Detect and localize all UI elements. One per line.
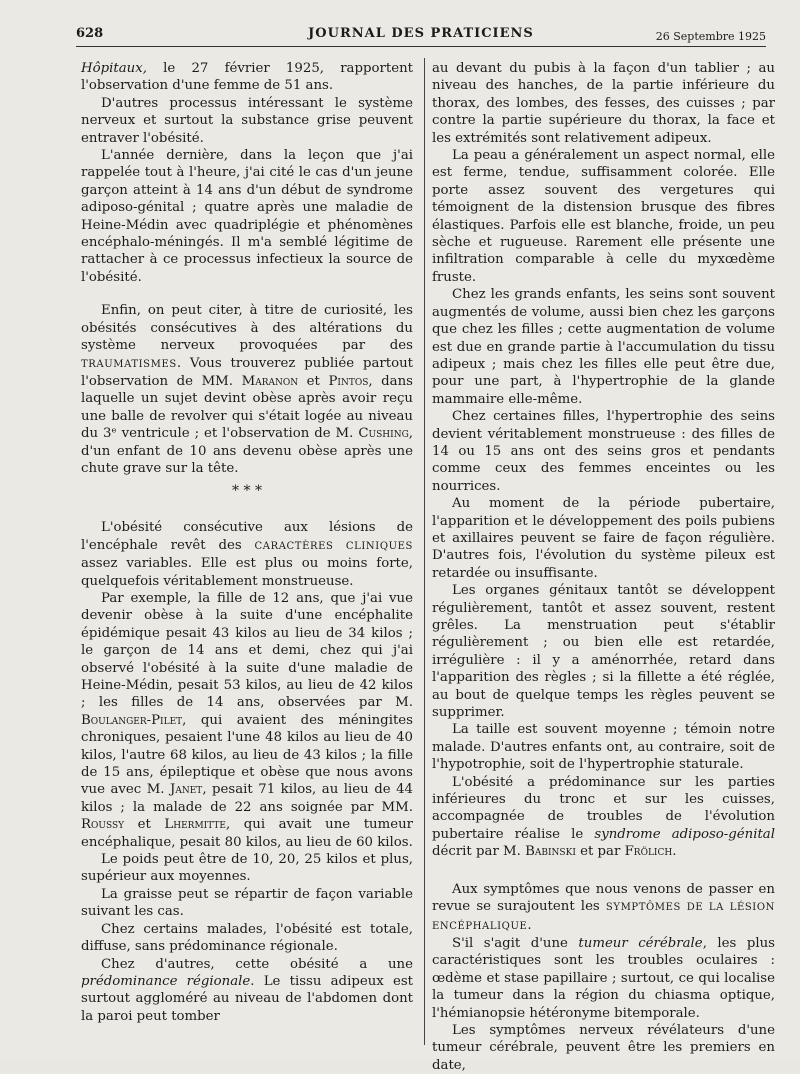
right-column xyxy=(432,60,775,1074)
paragraph: La graisse peut se répartir de façon variable suivant les cas. xyxy=(81,886,413,920)
author-name: Babinski xyxy=(525,844,576,860)
author-name: Janet xyxy=(170,782,203,798)
author-name: Lhermitte xyxy=(164,817,226,833)
italic-text: Hôpitaux, xyxy=(81,61,147,76)
italic-text: prédominance régionale xyxy=(81,973,251,989)
paragraph: Le poids peut être de 10, 20, 25 kilos et plus, supérieur aux moyennes. xyxy=(81,852,413,885)
author-name: Cushing xyxy=(358,426,409,442)
paragraph: Chez certaines filles, l'hypertrophie des seins devient véritablement monstrueuse : des filles de 14 ou 15 ans ont des seins gros et pendants comme ceux des femmes enceintes ou les nourrices. xyxy=(432,409,775,494)
header-rule xyxy=(76,46,766,47)
paragraph xyxy=(432,935,775,1022)
text: et xyxy=(124,817,165,833)
paragraph: La taille est souvent moyenne ; témoin notre malade. D'autres enfants ont, au contraire, soit de l'hypotrophie, soit de l'hypertrophie staturale. xyxy=(432,722,775,773)
text: et par xyxy=(575,844,625,860)
paragraph xyxy=(432,881,775,935)
paragraph: La peau a généralement un aspect normal, elle est ferme, tendue, suffisamment colorée. Elle porte assez souvent des vergetures qui témoignent de la distension brusque des fibres élastiques. Parfois elle est blanche, froide, un peu sèche et rugueuse. Rarement elle présente une infiltration comparable à celle du myxœdème fruste. xyxy=(432,148,775,285)
text: L'obésité a prédominance sur les parties inférieures du tronc et sur les cuisses, accompagnée de troubles de l'évolution pubertaire réalise le xyxy=(432,774,775,842)
text: , pesait 71 kilos, au lieu de 44 kilos ; la malade de 22 ans soignée par MM. xyxy=(81,782,413,815)
paragraph: Les symptômes nerveux révélateurs d'une tumeur cérébrale, peuvent être les premiers en date, xyxy=(432,1022,775,1073)
paragraph: Chez les grands enfants, les seins sont souvent augmentés de volume, aussi bien chez les garçons que chez les filles ; cette augmentation de volume est due en grande partie à l'accumulation du tissu adipeux ; mais chez les filles elle peut être due, pour une part, à l'hypertrophie de la glande mammaire elle-même. xyxy=(432,287,775,407)
paragraph xyxy=(432,774,775,861)
author-name: Boulanger-Pilet xyxy=(81,712,183,728)
text: . Le tissu adipeux est surtout aggloméré au niveau de l'abdomen dont la paroi peut tomber xyxy=(81,973,413,1024)
paragraph xyxy=(81,60,413,95)
paragraph xyxy=(81,956,413,1026)
text: . Vous trouverez publiée partout l'observation de MM. xyxy=(81,355,413,389)
section-separator: * * * xyxy=(232,483,262,500)
paragraph: L'année dernière, dans la leçon que j'ai rappelée tout à l'heure, j'ai cité le cas d'un jeune garçon atteint à 14 ans d'un début de syndrome adiposo-génital ; quatre après une maladie de Heine-Médin avec quadriplégie et phénomènes encéphalo-méningés. Il m'a semblé légitime de rattacher à ce processus infectieux la source de l'obésité. xyxy=(81,148,413,285)
text: , d'un enfant de 10 ans devenu obèse après une chute grave sur la tête. xyxy=(81,426,413,476)
text: , qui avaient des méningites chroniques, pesaient l'une 48 kilos au lieu de 40 kilos, l'autre 68 kilos, au lieu de 43 kilos ; la fille de 15 ans, épileptique et obèse que nous avons vue avec M. xyxy=(81,712,413,798)
smallcaps-text: TRAUMATISMES xyxy=(81,358,177,370)
paragraph: Les organes génitaux tantôt se développent régulièrement, tantôt et assez souvent, restent grêles. La menstruation peut s'établir régulièrement ; ou bien elle est retardée, irrégulière : il y a aménorrhée, retard dans l'apparition des règles ; si la fillette a été réglée, au bout de quelque temps les règles peuvent se supprimer. xyxy=(432,583,775,721)
paragraph: au devant du pubis à la façon d'un tablier ; au niveau des hanches, de la partie inférieure du thorax, des lombes, des fesses, des cuisses ; par contre la partie supérieure du thorax, la face et les extrémités sont relativement adipeux. xyxy=(432,61,775,146)
journal-title: JOURNAL DES PRATICIENS xyxy=(308,26,534,41)
author-name: Frölich xyxy=(624,844,673,860)
text: Aux symptômes que nous venons de passer en revue se surajoutent les xyxy=(432,881,775,915)
left-column xyxy=(81,60,413,1025)
text: S'il s'agit d'une xyxy=(452,935,579,951)
author-name: Roussy xyxy=(81,817,125,833)
text: assez variables. Elle est plus ou moins forte, quelquefois véritablement monstrueuse. xyxy=(81,556,413,589)
text: . xyxy=(672,844,677,860)
text: , qui avait une tumeur encéphalique, pesait 80 kilos, au lieu de 60 kilos. xyxy=(81,817,413,850)
text: décrit par M. xyxy=(432,844,526,860)
paragraph: Chez certains malades, l'obésité est totale, diffuse, sans prédominance régionale. xyxy=(81,921,413,955)
column-divider xyxy=(424,58,425,1045)
paragraph xyxy=(81,590,413,851)
italic-text: tumeur cérébrale xyxy=(578,935,703,951)
italic-text: syndrome adiposo-génital xyxy=(594,826,775,842)
paragraph: D'autres processus intéressant le système nerveux et surtout la substance grise peuvent entraver l'obésité. xyxy=(81,95,413,146)
spacer xyxy=(81,286,413,302)
issue-date: 26 Septembre 1925 xyxy=(655,30,766,43)
smallcaps-text: SYMPTÔMES DE LA LÉSION ENCÉPHALIQUE xyxy=(432,902,775,932)
paragraph xyxy=(81,519,413,590)
text: et xyxy=(298,373,329,389)
author-name: Maranon xyxy=(241,373,299,389)
text: . xyxy=(527,917,532,933)
running-header xyxy=(76,26,766,46)
text: Enfin, on peut citer, à titre de curiosité, les obésités consécutives à des altérations du système nerveux provoquées par des xyxy=(81,303,413,354)
text: Par exemple, la fille de 12 ans, que j'ai vue devenir obèse à la suite d'une encéphalite épidémique pesait 43 kilos au lieu de 34 kilos ; le garçon de 14 ans et demi, chez qui j'ai observé l'obésité à la suite d'une maladie de Heine-Médin, pesait 53 kilos, au lieu de 42 kilos ; les filles de 14 ans, observées par M. xyxy=(81,590,413,711)
page-number: 628 xyxy=(76,26,104,41)
text: , les plus caractéristiques sont les troubles oculaires : œdème et stase papillaire ; surtout, ce qui localise la tumeur dans la région du chiasma optique, l'hémianopsie hétéronyme bitemporale. xyxy=(432,935,775,1021)
author-name: Pintos xyxy=(328,373,369,389)
text: , dans laquelle un sujet devint obèse après avoir reçu une balle de revolver qui s'était logée au niveau du 3ᵉ ventricule ; et l'observation de M. xyxy=(81,373,413,442)
text: Chez d'autres, cette obésité a une xyxy=(101,956,413,972)
text: le 27 février 1925, rapportent l'observation d'une femme de 51 ans. xyxy=(81,61,413,94)
spacer xyxy=(432,861,775,881)
paragraph xyxy=(81,302,413,477)
smallcaps-text: CARACTÈRES CLINIQUES xyxy=(254,540,413,552)
text: L'obésité consécutive aux lésions de l'encéphale revêt des xyxy=(81,520,413,553)
paragraph: Au moment de la période pubertaire, l'apparition et le développement des poils pubiens et axillaires peuvent se faire de façon régulière. D'autres fois, l'évolution du système pileux est retardée ou insuffisante. xyxy=(432,496,775,581)
